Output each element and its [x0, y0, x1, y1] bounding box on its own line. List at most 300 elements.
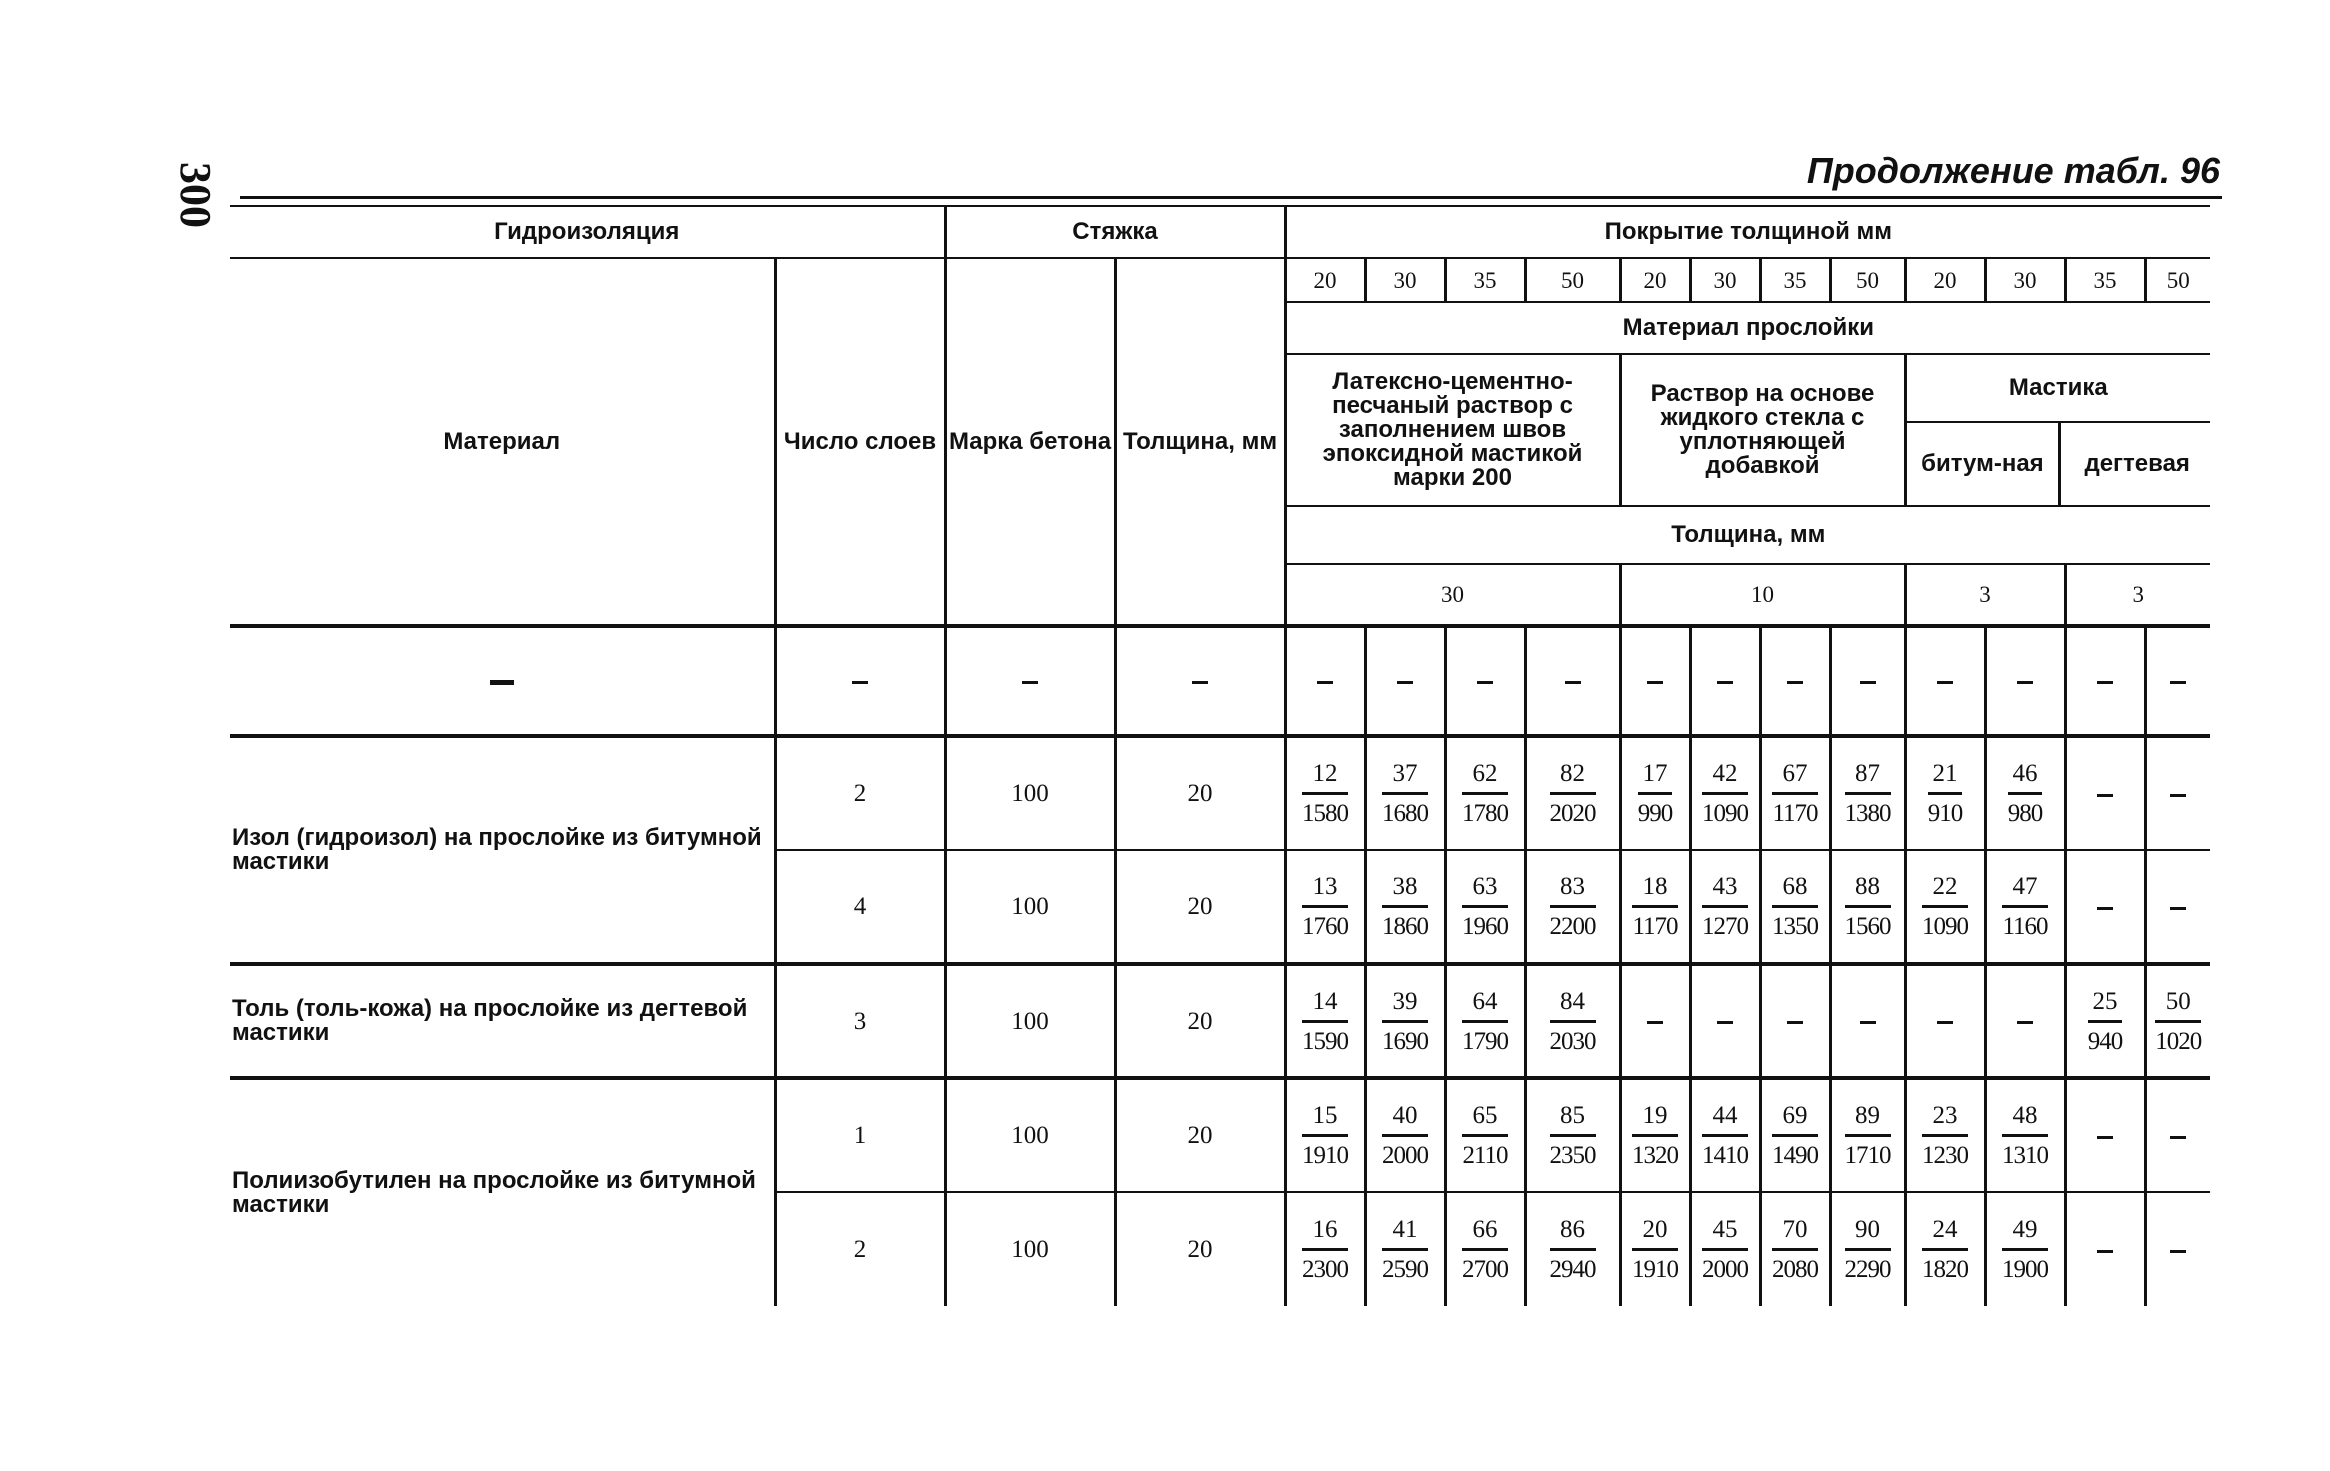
value-fraction — [2088, 989, 2123, 1054]
header-mastic-group — [1905, 354, 2210, 506]
value-cell — [1285, 1078, 1365, 1192]
value-numerator: 40 — [1382, 1103, 1428, 1137]
value-numerator: 38 — [1382, 874, 1428, 908]
dash-cell — [1690, 626, 1760, 736]
dash-cell — [1445, 626, 1525, 736]
header-row-2 — [230, 258, 2210, 302]
value-denominator: 1020 — [2155, 1027, 2202, 1055]
value-denominator: 910 — [1927, 800, 1963, 827]
dash-cell — [2065, 850, 2145, 964]
value-fraction — [2155, 989, 2201, 1054]
value-numerator: 68 — [1772, 874, 1818, 908]
table-row — [230, 1078, 2210, 1192]
value-cell — [1985, 736, 2065, 850]
value-denominator: 990 — [1637, 800, 1673, 827]
value-fraction — [1382, 1217, 1428, 1282]
header-bitumen: битум-ная — [1921, 450, 2044, 477]
value-fraction — [1772, 1103, 1818, 1168]
coating-thickness-cell: 20 — [1620, 258, 1690, 302]
thickness-cell: 20 — [1115, 736, 1285, 850]
dash-mark — [2097, 681, 2113, 684]
coating-thickness-cell: 50 — [1830, 258, 1905, 302]
value-cell — [1830, 1078, 1905, 1192]
value-denominator: 980 — [2007, 800, 2043, 827]
value-denominator: 1090 — [1702, 800, 1749, 827]
coating-thickness-cell: 30 — [1690, 258, 1760, 302]
coating-thickness-cell: 35 — [1760, 258, 1830, 302]
value-denominator: 1270 — [1702, 913, 1749, 940]
table-continuation-title: Продолжение табл. 96 — [1806, 150, 2220, 191]
value-denominator: 1760 — [1302, 913, 1349, 940]
dash-cell — [2065, 736, 2145, 850]
value-numerator: 21 — [1928, 761, 1963, 795]
value-fraction — [1928, 761, 1963, 826]
value-fraction — [1382, 761, 1428, 826]
value-cell — [1905, 736, 1985, 850]
value-cell — [1690, 736, 1760, 850]
value-denominator: 1320 — [1632, 1142, 1679, 1169]
value-denominator: 2940 — [1549, 1256, 1596, 1283]
value-cell — [1620, 1078, 1690, 1192]
coating-thickness-cell: 35 — [1445, 258, 1525, 302]
value-denominator: 1410 — [1702, 1142, 1749, 1169]
value-fraction — [1922, 1103, 1968, 1168]
header-row-1 — [230, 206, 2210, 258]
dash-cell — [2145, 626, 2210, 736]
thickness-dash-cell — [1115, 626, 1285, 736]
value-denominator: 2000 — [1702, 1256, 1749, 1283]
value-denominator: 1960 — [1462, 913, 1509, 940]
value-fraction — [1772, 1217, 1818, 1282]
value-numerator: 25 — [2088, 989, 2123, 1023]
dash-mark — [1787, 681, 1803, 684]
value-fraction — [1462, 761, 1508, 826]
coating-thickness-cell: 30 — [1985, 258, 2065, 302]
value-cell — [2145, 964, 2210, 1078]
value-cell — [1620, 736, 1690, 850]
layers-cell: 3 — [775, 964, 945, 1078]
dash-mark — [1860, 1021, 1876, 1024]
value-fraction — [1772, 874, 1818, 939]
value-cell — [1285, 850, 1365, 964]
value-numerator: 86 — [1550, 1217, 1596, 1251]
dash-cell — [1905, 626, 1985, 736]
dash-cell — [2145, 736, 2210, 850]
value-numerator: 44 — [1702, 1103, 1748, 1137]
value-cell — [1830, 736, 1905, 850]
value-denominator: 1820 — [1922, 1256, 1969, 1283]
value-denominator: 1490 — [1772, 1142, 1819, 1169]
header-material: Материал — [230, 258, 775, 626]
value-denominator: 1230 — [1922, 1142, 1969, 1169]
value-denominator: 1170 — [1632, 913, 1678, 940]
value-denominator: 2590 — [1382, 1256, 1429, 1283]
value-cell — [1760, 850, 1830, 964]
value-fraction — [1702, 1103, 1748, 1168]
value-cell — [1690, 1078, 1760, 1192]
value-numerator: 87 — [1845, 761, 1891, 795]
value-cell — [1445, 1078, 1525, 1192]
value-denominator: 2200 — [1549, 913, 1596, 940]
value-cell — [1285, 736, 1365, 850]
value-numerator: 64 — [1462, 989, 1508, 1023]
dash-mark — [1717, 681, 1733, 684]
value-fraction — [1382, 874, 1428, 939]
value-numerator: 17 — [1638, 761, 1673, 795]
value-cell — [1525, 736, 1620, 850]
value-fraction — [1550, 989, 1596, 1054]
value-numerator: 18 — [1632, 874, 1677, 908]
dash-cell — [2145, 1078, 2210, 1192]
table-body — [230, 206, 2210, 1306]
value-numerator: 20 — [1632, 1217, 1678, 1251]
grade-cell: 100 — [945, 850, 1115, 964]
value-cell — [1365, 964, 1445, 1078]
value-numerator: 88 — [1845, 874, 1891, 908]
value-fraction — [1845, 1103, 1891, 1168]
value-denominator: 1860 — [1382, 913, 1429, 940]
value-cell — [1620, 1192, 1690, 1306]
dash-cell — [1525, 626, 1620, 736]
value-cell — [1760, 1192, 1830, 1306]
value-cell — [1445, 736, 1525, 850]
value-numerator: 12 — [1302, 761, 1348, 795]
value-numerator: 50 — [2155, 989, 2201, 1023]
dash-mark — [1647, 681, 1663, 684]
dash-mark — [2170, 907, 2186, 910]
value-numerator: 89 — [1845, 1103, 1891, 1137]
interlayer-thickness-cell: 3 — [2065, 564, 2210, 626]
value-denominator: 2020 — [1549, 800, 1596, 827]
grade-cell: 100 — [945, 736, 1115, 850]
material-cell: Изол (гидроизол) на прослойке из битумной мастики — [230, 736, 775, 964]
value-numerator: 47 — [2002, 874, 2047, 908]
dash-mark — [1787, 1021, 1803, 1024]
value-denominator: 1160 — [2002, 913, 2048, 940]
value-cell — [1285, 964, 1365, 1078]
dash-cell — [1760, 964, 1830, 1078]
value-cell — [2065, 964, 2145, 1078]
value-numerator: 37 — [1382, 761, 1428, 795]
value-cell — [1830, 850, 1905, 964]
dash-cell — [1760, 626, 1830, 736]
table-row — [230, 736, 2210, 850]
grade-dash-cell — [945, 626, 1115, 736]
dash-mark — [2170, 794, 2186, 797]
interlayer-thickness-cell: 10 — [1620, 564, 1905, 626]
value-cell — [1445, 1192, 1525, 1306]
value-denominator: 2080 — [1772, 1256, 1819, 1283]
value-fraction — [1632, 1103, 1678, 1168]
dash-mark — [2097, 907, 2113, 910]
value-cell — [1985, 1078, 2065, 1192]
header-tar: дегтевая — [2058, 423, 2210, 505]
value-cell — [1690, 850, 1760, 964]
dash-cell — [1905, 964, 1985, 1078]
header-liquid-glass-mortar: Раствор на основе жидкого стекла с уплотняющей добавкой — [1620, 354, 1905, 506]
value-cell — [1905, 1192, 1985, 1306]
value-fraction — [1550, 874, 1596, 939]
value-fraction — [1845, 874, 1891, 939]
value-denominator: 1900 — [2002, 1256, 2049, 1283]
value-denominator: 1710 — [1844, 1142, 1891, 1169]
dash-mark — [1397, 681, 1413, 684]
value-numerator: 43 — [1702, 874, 1748, 908]
value-fraction — [1632, 1217, 1678, 1282]
value-denominator: 1910 — [1632, 1256, 1679, 1283]
dash-mark — [2017, 1021, 2033, 1024]
value-cell — [1985, 1192, 2065, 1306]
dash-cell — [1620, 626, 1690, 736]
value-numerator: 46 — [2008, 761, 2043, 795]
value-numerator: 82 — [1550, 761, 1596, 795]
value-numerator: 85 — [1550, 1103, 1596, 1137]
value-fraction — [1382, 989, 1428, 1054]
value-numerator: 14 — [1302, 989, 1348, 1023]
dash-mark — [2170, 1250, 2186, 1253]
layers-dash-cell — [775, 626, 945, 736]
value-cell — [1525, 850, 1620, 964]
value-cell — [1525, 1078, 1620, 1192]
interlayer-thickness-cell: 30 — [1285, 564, 1620, 626]
thickness-cell: 20 — [1115, 850, 1285, 964]
header-waterproofing: Гидроизоляция — [230, 206, 945, 258]
header-concrete-grade: Марка бетона — [945, 258, 1115, 626]
value-numerator: 16 — [1302, 1217, 1348, 1251]
value-numerator: 70 — [1772, 1217, 1818, 1251]
dash-mark — [1717, 1021, 1733, 1024]
value-cell — [1525, 964, 1620, 1078]
layers-cell: 1 — [775, 1078, 945, 1192]
value-cell — [1365, 1192, 1445, 1306]
coating-thickness-cell: 50 — [2145, 258, 2210, 302]
value-cell — [1830, 1192, 1905, 1306]
dash-mark — [2017, 681, 2033, 684]
value-cell — [1620, 850, 1690, 964]
value-fraction — [1302, 874, 1348, 939]
thickness-cell: 20 — [1115, 964, 1285, 1078]
value-cell — [1285, 1192, 1365, 1306]
dash-mark — [2170, 681, 2186, 684]
dash-mark — [1937, 681, 1953, 684]
table-row — [230, 964, 2210, 1078]
value-denominator: 1170 — [1772, 800, 1818, 827]
dash-cell — [1690, 964, 1760, 1078]
header-mastic-subtypes — [1907, 423, 2211, 505]
value-cell — [1905, 1078, 1985, 1192]
value-cell — [1760, 1078, 1830, 1192]
value-cell — [1445, 850, 1525, 964]
dash-cell — [1285, 626, 1365, 736]
material-dash-cell — [230, 626, 775, 736]
value-fraction — [1550, 1103, 1596, 1168]
dash-cell — [2065, 1192, 2145, 1306]
dash-mark — [1937, 1021, 1953, 1024]
coating-thickness-cell: 30 — [1365, 258, 1445, 302]
value-denominator: 1590 — [1302, 1027, 1349, 1055]
value-numerator: 69 — [1772, 1103, 1818, 1137]
dash-cell — [1620, 964, 1690, 1078]
value-fraction — [1462, 1103, 1507, 1168]
value-fraction — [1550, 761, 1596, 826]
value-numerator: 41 — [1382, 1217, 1428, 1251]
value-cell — [1365, 850, 1445, 964]
value-numerator: 84 — [1550, 989, 1596, 1023]
value-denominator: 1560 — [1844, 913, 1891, 940]
value-fraction — [1302, 761, 1348, 826]
coating-thickness-cell: 20 — [1285, 258, 1365, 302]
material-cell: Толь (толь-кожа) на прослойке из дегтевой мастики — [230, 964, 775, 1078]
dash-cell — [1830, 964, 1905, 1078]
value-numerator: 15 — [1302, 1103, 1348, 1137]
value-numerator: 22 — [1922, 874, 1968, 908]
value-numerator: 62 — [1462, 761, 1508, 795]
value-numerator: 65 — [1462, 1103, 1507, 1137]
value-cell — [1525, 1192, 1620, 1306]
value-numerator: 42 — [1702, 761, 1748, 795]
dash-cell — [1830, 626, 1905, 736]
value-denominator: 1580 — [1302, 800, 1349, 827]
value-denominator: 1090 — [1922, 913, 1969, 940]
value-numerator: 23 — [1922, 1103, 1968, 1137]
dash-mark — [1860, 681, 1876, 684]
value-numerator: 19 — [1632, 1103, 1678, 1137]
value-fraction — [1382, 1103, 1428, 1168]
value-numerator: 45 — [1702, 1217, 1748, 1251]
value-numerator: 63 — [1462, 874, 1508, 908]
value-denominator: 2300 — [1302, 1256, 1349, 1283]
value-numerator: 39 — [1382, 989, 1428, 1023]
dash-mark — [1565, 681, 1581, 684]
coating-thickness-cell: 35 — [2065, 258, 2145, 302]
interlayer-thickness-cell: 3 — [1905, 564, 2065, 626]
header-screed: Стяжка — [945, 206, 1285, 258]
value-fraction — [1772, 761, 1817, 826]
header-interlayer-material: Материал прослойки — [1285, 302, 2210, 354]
value-fraction — [1702, 1217, 1748, 1282]
layers-cell: 4 — [775, 850, 945, 964]
dash-mark — [2097, 1250, 2113, 1253]
dash-mark — [2097, 1136, 2113, 1139]
value-denominator: 2290 — [1844, 1256, 1891, 1283]
value-fraction — [1845, 1217, 1891, 1282]
value-cell — [1445, 964, 1525, 1078]
dash-cell — [2065, 626, 2145, 736]
header-interlayer-thickness: Толщина, мм — [1285, 506, 2210, 564]
dash-cell — [1365, 626, 1445, 736]
dash-mark — [1192, 681, 1208, 684]
grade-cell: 100 — [945, 964, 1115, 1078]
value-fraction — [2002, 1103, 2048, 1168]
value-fraction — [1302, 1217, 1348, 1282]
value-denominator: 940 — [2087, 1027, 2123, 1055]
value-fraction — [1462, 874, 1508, 939]
layers-cell: 2 — [775, 1192, 945, 1306]
page-number: 300 — [171, 162, 220, 228]
dash-mark — [1022, 681, 1038, 684]
value-numerator: 83 — [1550, 874, 1596, 908]
grade-cell: 100 — [945, 1078, 1115, 1192]
value-numerator: 49 — [2002, 1217, 2048, 1251]
header-mastic: Мастика — [1907, 355, 2211, 423]
value-fraction — [1302, 989, 1348, 1054]
value-denominator: 1780 — [1462, 800, 1509, 827]
dash-cell — [2145, 1192, 2210, 1306]
value-fraction — [1702, 874, 1748, 939]
value-cell — [1985, 850, 2065, 964]
value-denominator: 1350 — [1772, 913, 1819, 940]
header-layers: Число слоев — [775, 258, 945, 626]
data-table — [230, 205, 2210, 1306]
header-thickness: Толщина, мм — [1115, 258, 1285, 626]
value-fraction — [1638, 761, 1673, 826]
header-latex-mortar: Латексно-цементно-песчаный раствор с заполнением швов эпоксидной мастикой марки 200 — [1285, 354, 1620, 506]
value-denominator: 2350 — [1549, 1142, 1596, 1169]
value-fraction — [2002, 874, 2047, 939]
dash-cell — [2145, 850, 2210, 964]
dash-row — [230, 626, 2210, 736]
value-denominator: 1790 — [1462, 1027, 1509, 1055]
layers-cell: 2 — [775, 736, 945, 850]
top-rule — [240, 196, 2222, 199]
value-cell — [1365, 736, 1445, 850]
dash-mark — [1317, 681, 1333, 684]
dash-mark — [490, 680, 514, 685]
value-fraction — [1550, 1217, 1596, 1282]
value-cell — [1905, 850, 1985, 964]
value-numerator: 90 — [1845, 1217, 1891, 1251]
value-denominator: 2030 — [1549, 1027, 1596, 1055]
value-fraction — [1462, 989, 1508, 1054]
grade-cell: 100 — [945, 1192, 1115, 1306]
dash-mark — [1477, 681, 1493, 684]
thickness-cell: 20 — [1115, 1078, 1285, 1192]
value-fraction — [2002, 1217, 2048, 1282]
value-fraction — [1922, 874, 1968, 939]
thickness-cell: 20 — [1115, 1192, 1285, 1306]
dash-cell — [2065, 1078, 2145, 1192]
value-denominator: 1690 — [1382, 1027, 1429, 1055]
value-fraction — [1845, 761, 1891, 826]
value-fraction — [1632, 874, 1677, 939]
value-numerator: 66 — [1462, 1217, 1508, 1251]
value-denominator: 1680 — [1382, 800, 1429, 827]
material-cell: Полиизобутилен на прослойке из битумной мастики — [230, 1078, 775, 1306]
dash-cell — [1985, 964, 2065, 1078]
coating-thickness-cell: 50 — [1525, 258, 1620, 302]
value-cell — [1365, 1078, 1445, 1192]
value-denominator: 2700 — [1462, 1256, 1509, 1283]
value-denominator: 2000 — [1382, 1142, 1429, 1169]
value-fraction — [1702, 761, 1748, 826]
value-numerator: 24 — [1922, 1217, 1968, 1251]
value-denominator: 1310 — [2002, 1142, 2049, 1169]
value-fraction — [1462, 1217, 1508, 1282]
coating-thickness-cell: 20 — [1905, 258, 1985, 302]
value-fraction — [1302, 1103, 1348, 1168]
header-coating: Покрытие толщиной мм — [1285, 206, 2210, 258]
value-denominator: 2110 — [1462, 1142, 1508, 1169]
value-numerator: 67 — [1772, 761, 1817, 795]
value-denominator: 1380 — [1844, 800, 1891, 827]
value-denominator: 1910 — [1302, 1142, 1349, 1169]
value-cell — [1690, 1192, 1760, 1306]
dash-mark — [1647, 1021, 1663, 1024]
value-numerator: 13 — [1302, 874, 1348, 908]
dash-cell — [1985, 626, 2065, 736]
value-fraction — [1922, 1217, 1968, 1282]
dash-mark — [852, 681, 868, 684]
